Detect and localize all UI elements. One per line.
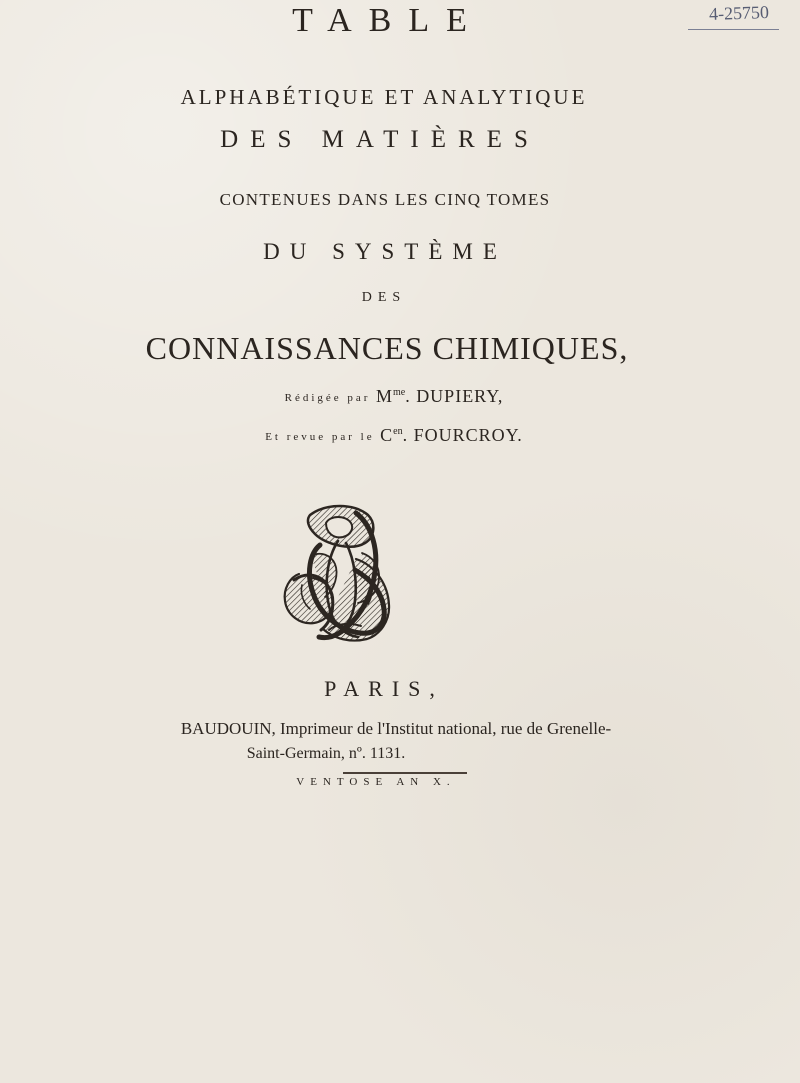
subtitle-line-2: DES MATIÈRES (220, 126, 540, 153)
reviser-name: . FOURCROY. (402, 425, 523, 445)
page-title: TABLE (292, 2, 484, 39)
author-title: M (375, 386, 393, 406)
author-prefix: Rédigée par (284, 392, 371, 404)
subtitle-line-1: ALPHABÉTIQUE ET ANALYTIQUE (180, 85, 588, 109)
date-line: VENTOSE AN X. (296, 776, 456, 788)
monogram-icon (272, 503, 404, 645)
reviser-line (0, 425, 794, 446)
reviser-title: C (380, 425, 394, 445)
author-title-sup: me (392, 387, 406, 398)
reviser-prefix: Et revue par le (265, 431, 375, 443)
author-line (0, 386, 794, 407)
reviser-title-sup: en (393, 426, 403, 437)
publisher-line: BAUDOUIN, Imprimeur de l'Institut national, rue de Grenelle- (180, 719, 612, 738)
subtitle-line-4: DU SYSTÈME (263, 239, 507, 264)
shelfmark: 4-25750 (708, 1, 770, 25)
place-line: PARIS, (324, 676, 444, 701)
author-name: . DUPIERY, (405, 386, 504, 406)
subtitle-line-6: CONNAISSANCES CHIMIQUES, (145, 330, 629, 366)
address-line: Saint-Germain, nº. 1131. (246, 745, 406, 762)
subtitle-line-5: DES (361, 290, 407, 305)
subtitle-line-3: CONTENUES DANS LES CINQ TOMES (219, 190, 551, 209)
separator-rule (343, 772, 467, 774)
